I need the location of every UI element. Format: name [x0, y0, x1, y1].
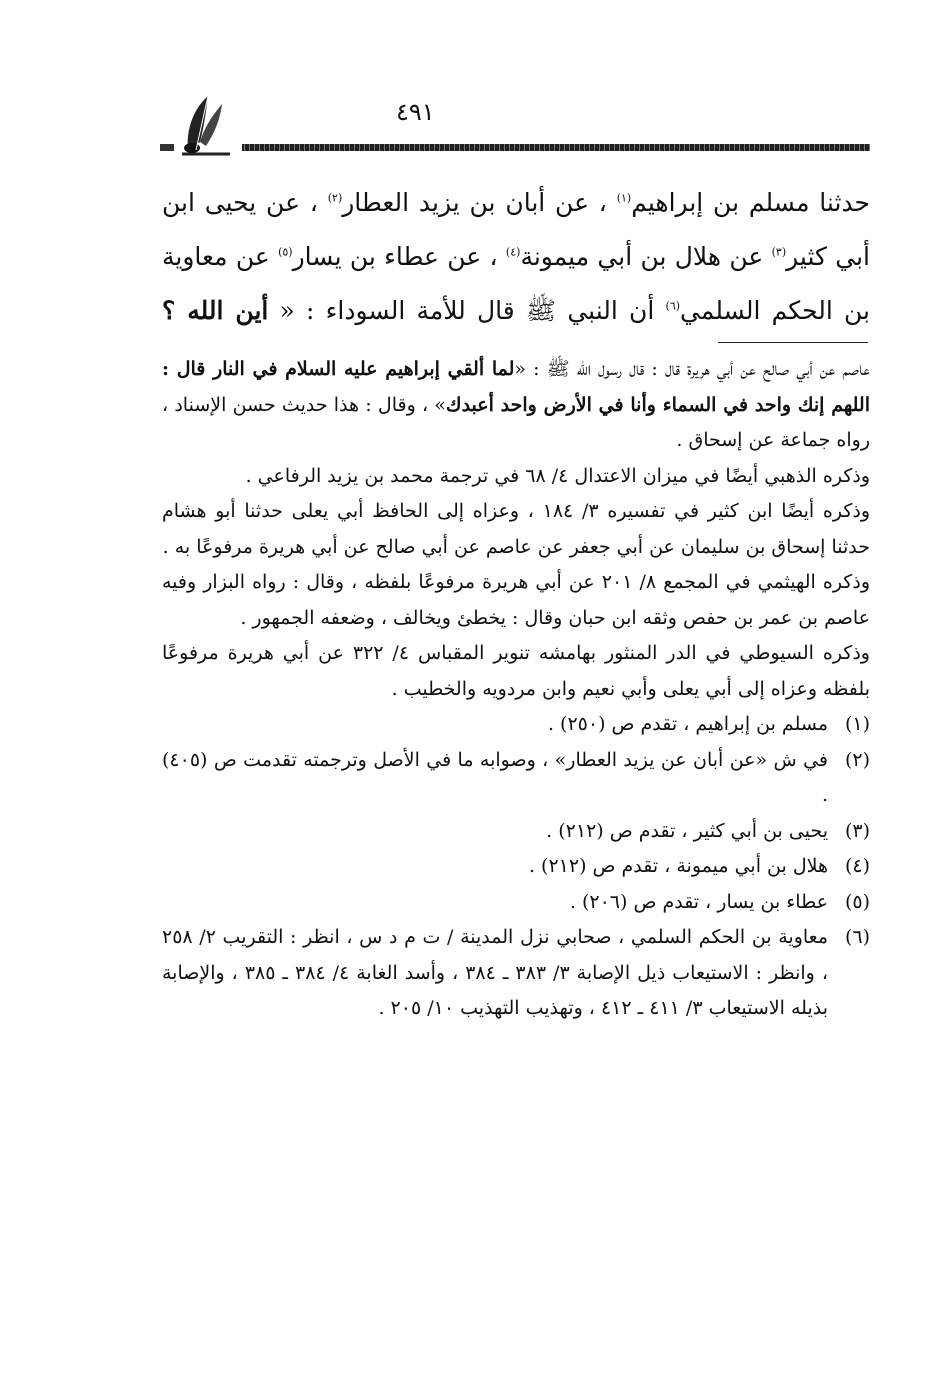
header-rule — [242, 144, 870, 151]
note-paragraph: وذكره أيضًا ابن كثير في تفسيره ٣/ ١٨٤ ، وعزاه إلى الحافظ أبي يعلى حدثنا أبو هشام حدثنا إسحاق بن سليمان عن أبي جعفر عن عاصم عن أبي صالح عن أبي هريرة مرفوعًا به . — [162, 500, 871, 558]
footnote-item — [162, 743, 870, 814]
footnote-item — [162, 920, 870, 1027]
footnote-separator — [718, 342, 868, 343]
footnote-item — [162, 814, 870, 850]
footnote-ref: (٣) — [771, 245, 787, 259]
note-paragraph: وذكره السيوطي في الدر المنثور بهامشه تنوير المقباس ٤/ ٣٢٢ عن أبي هريرة مرفوعًا بلفظه وعزاه إلى أبي يعلى وأبي نعيم وابن مردويه والخطيب . — [162, 642, 870, 700]
footnote-ref: (٤) — [505, 245, 521, 259]
footnote-text: يحيى بن أبي كثير ، تقدم ص (٢١٢) . — [546, 819, 828, 842]
footnote-number: (٤) — [844, 855, 870, 877]
header-rule-left — [160, 144, 174, 151]
footnote-ref: (٢) — [327, 191, 343, 205]
footnote-item — [162, 849, 870, 885]
note-paragraph: عاصم عن أبي صالح عن أبي هريرة قال : قال رسول الله ﷺ : «لما ألقي إبراهيم عليه السلام في النار قال : اللهم إنك واحد في السماء وأنا في الأرض واحد أعبدك» ، وقال : هذا حديث حسن الإسناد ، رواه جماعة عن إسحاق . — [162, 358, 871, 451]
page-header — [160, 92, 870, 162]
footnote-item — [162, 885, 870, 921]
footnote-ref: (١) — [616, 191, 632, 205]
footnote-number: (٦) — [844, 926, 870, 948]
footnote-number: (٢) — [844, 748, 870, 771]
footnote-text: هلال بن أبي ميمونة ، تقدم ص (٢١٢) . — [528, 855, 828, 877]
footnote-ref: (٦) — [665, 299, 681, 313]
footnote-number: (٣) — [844, 819, 870, 842]
footnotes-section — [162, 352, 870, 1027]
footnote-item — [162, 707, 870, 743]
note-paragraph: وذكره الهيثمي في المجمع ٨/ ٢٠١ عن أبي هريرة مرفوعًا بلفظه ، وقال : رواه البزار وفيه عاصم بن عمر بن حفص وثقه ابن حبان وقال : يخطئ ويخالف ، وضعفه الجمهور . — [162, 571, 870, 629]
footnote-ref: (٥) — [278, 245, 293, 259]
footnote-text: عطاء بن يسار ، تقدم ص (٢٠٦) . — [569, 890, 828, 913]
main-paragraph: حدثنا مسلم بن إبراهيم$^{(١)}$ ، عن أبان بن يزيد العطار$^{(٢)}$ ، عن يحيى ابن أبي كثير$^{(٣)}$ عن هلال بن أبي ميمونة$^{(٤)}$ ، عن عطاء بن يسار$^{(٥)}$ عن معاوية بن الحكم السلمي$^{(٦)}$ أن النبي ﷺ قال للأمة السوداء : « أين الله ؟ — [162, 188, 870, 325]
page-number: ٤٩١ — [396, 98, 435, 126]
footnote-text: في ش «عن أبان عن يزيد العطار» ، وصوابه ما في الأصل وترجمته تقدمت ص (٤٠٥) . — [162, 748, 828, 806]
footnote-number: (٥) — [844, 890, 870, 913]
quill-ornament-icon — [178, 92, 234, 158]
main-text — [162, 176, 870, 338]
footnote-text: معاوية بن الحكم السلمي ، صحابي نزل المدينة / ت م د س ، انظر : التقريب ٢/ ٢٥٨ ، وانظر : الاستيعاب ذيل الإصابة ٣/ ٣٨٣ ـ ٣٨٤ ، وأسد الغابة ٤/ ٣٨٤ ـ ٣٨٥ ، والإصابة بذيله الاستيعاب ٣/ ٤١١ ـ ٤١٢ ، وتهذيب التهذيب ١٠/ ٢٠٥ . — [162, 926, 828, 1019]
note-paragraph: وذكره الذهبي أيضًا في ميزان الاعتدال ٤/ ٦٨ في ترجمة محمد بن يزيد الرفاعي . — [245, 464, 870, 487]
footnote-text: مسلم بن إبراهيم ، تقدم ص (٢٥٠) . — [547, 713, 828, 735]
footnote-number: (١) — [844, 713, 870, 735]
